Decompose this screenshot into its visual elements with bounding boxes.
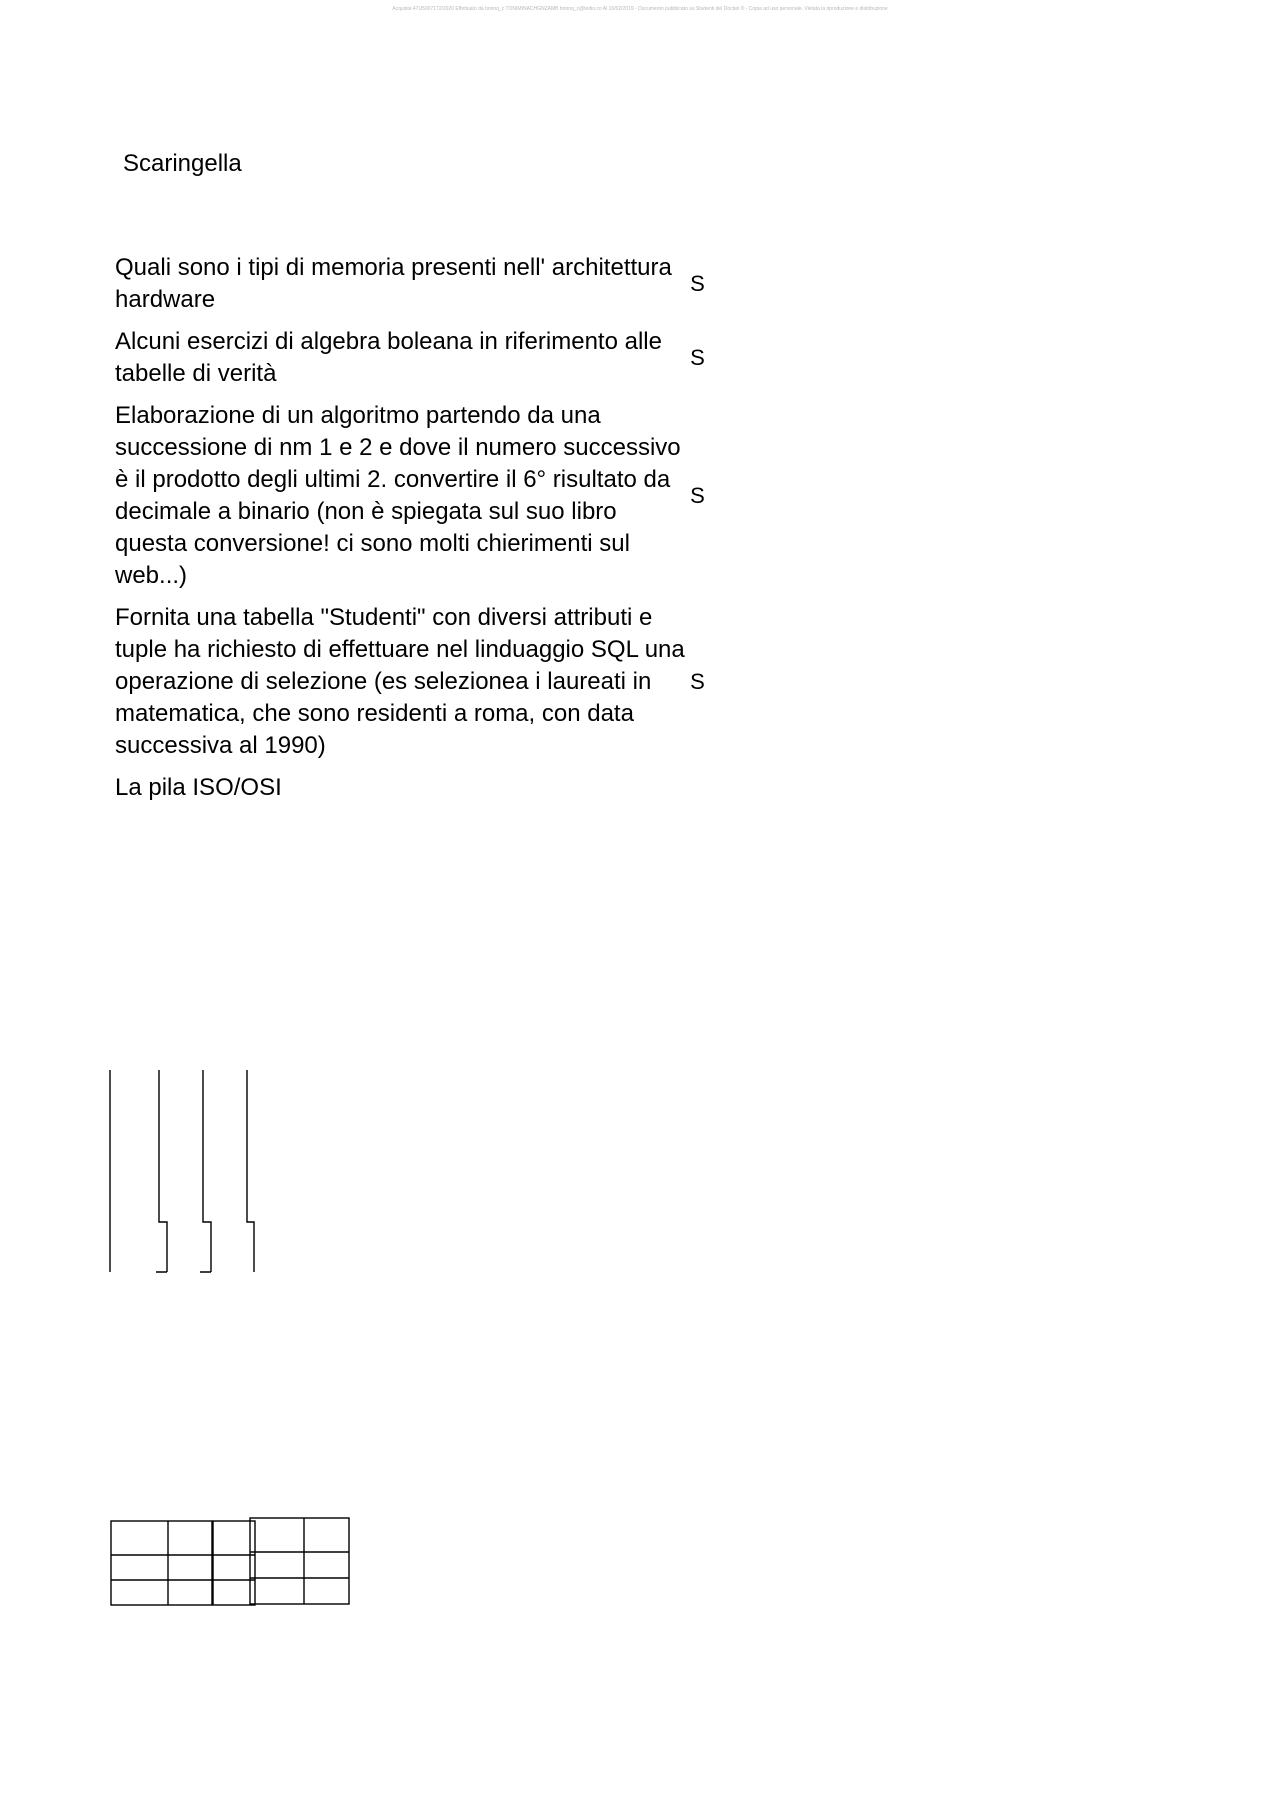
artifact-line	[200, 1070, 211, 1272]
question-text: Quali sono i tipi di memoria presenti nell' architettura hardware	[115, 254, 672, 313]
author-name: Scaringella	[123, 150, 242, 177]
question-text: Elaborazione di un algoritmo partendo da una successione di nm 1 e 2 e dove il numero successivo è il prodotto degli ultimi 2. convertire il 6° risultato da decimale a binario (non è spiegata sul suo libro questa conversione! ci sono molti chierimenti sul web...)	[115, 402, 681, 589]
question-mark: S	[690, 345, 705, 370]
question-text: Fornita una tabella "Studenti" con diversi attributi e tuple ha richiesto di effettuare nel linduaggio SQL una operazione di selezione (es selezionea i laureati in matematica, che sono residenti a roma, con data successiva al 1990)	[115, 604, 685, 759]
empty-grid	[111, 1518, 349, 1605]
question-mark: S	[690, 271, 705, 296]
artifact-line	[247, 1070, 254, 1272]
question-mark: S	[690, 669, 705, 694]
question-mark: S	[690, 483, 705, 508]
watermark-header: Acquista 47U5007172/2020 Effettuato da bnnnq_c TONIMINACHGNZAMB bnnnq_c@tedio.co Al 10/02/2019 - Documento pubblicato su Studenti del Docbel ® - Copia ad uso personale. Vietata la riproduzione e distribuzione	[392, 6, 888, 12]
question-text: La pila ISO/OSI	[115, 774, 282, 801]
question-text: Alcuni esercizi di algebra boleana in riferimento alle tabelle di verità	[115, 328, 662, 387]
artifact-line	[156, 1070, 167, 1272]
